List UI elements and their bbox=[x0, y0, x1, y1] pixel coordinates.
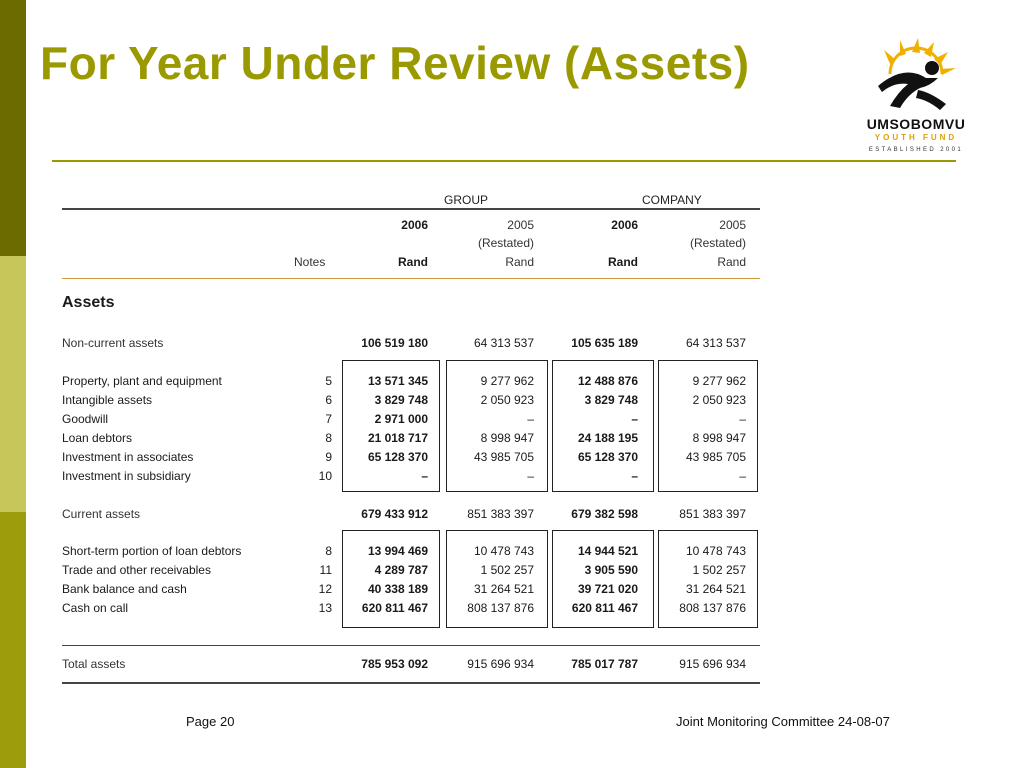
row-col4: 10 478 743 bbox=[685, 544, 746, 558]
total-col2: 915 696 934 bbox=[467, 657, 534, 671]
row-col2: 31 264 521 bbox=[473, 582, 534, 596]
title-divider bbox=[52, 160, 956, 162]
total-label: Total assets bbox=[62, 657, 126, 671]
row-label: Property, plant and equipment bbox=[62, 374, 222, 388]
row-col4: 808 137 876 bbox=[679, 601, 746, 615]
total-col3: 785 017 787 bbox=[571, 657, 638, 671]
row-col4: 43 985 705 bbox=[685, 450, 746, 464]
row-label: Investment in associates bbox=[62, 450, 194, 464]
side-bar-middle bbox=[0, 256, 26, 512]
row-col4: 2 050 923 bbox=[692, 393, 746, 407]
row-col1: 21 018 717 bbox=[367, 431, 428, 445]
non-current-label: Non-current assets bbox=[62, 336, 164, 350]
non-current-col4: 64 313 537 bbox=[685, 336, 746, 350]
slide-title: For Year Under Review (Assets) bbox=[40, 37, 750, 89]
row-col2: 2 050 923 bbox=[480, 393, 534, 407]
current-col2: 851 383 397 bbox=[467, 507, 534, 521]
row-col3: 12 488 876 bbox=[577, 374, 638, 388]
col1-year: 2006 bbox=[401, 218, 428, 232]
row-label: Loan debtors bbox=[62, 431, 133, 445]
non-current-col1: 106 519 180 bbox=[361, 336, 428, 350]
row-col2: 9 277 962 bbox=[480, 374, 534, 388]
row-col1: 13 994 469 bbox=[367, 544, 428, 558]
side-bar-top bbox=[0, 0, 26, 256]
row-col3: 24 188 195 bbox=[577, 431, 638, 445]
row-note: 11 bbox=[319, 563, 332, 577]
row-note: 8 bbox=[325, 544, 332, 558]
header-bottom-rule bbox=[62, 278, 760, 279]
total-col4: 915 696 934 bbox=[679, 657, 746, 671]
footer-meeting: Joint Monitoring Committee 24-08-07 bbox=[676, 714, 890, 729]
row-note: 6 bbox=[325, 393, 332, 407]
row-col1: 40 338 189 bbox=[367, 582, 428, 596]
group-header: GROUP bbox=[444, 193, 489, 207]
logo-subtitle: YOUTH FUND bbox=[874, 133, 958, 142]
col3-year: 2006 bbox=[611, 218, 638, 232]
current-col3: 679 382 598 bbox=[571, 507, 638, 521]
col2-unit: Rand bbox=[505, 255, 534, 269]
row-col3: 620 811 467 bbox=[571, 601, 638, 615]
row-col4: – bbox=[739, 469, 746, 483]
row-col1: 13 571 345 bbox=[367, 374, 428, 388]
row-col2: 1 502 257 bbox=[480, 563, 534, 577]
company-header: COMPANY bbox=[642, 193, 702, 207]
row-col1: 4 289 787 bbox=[374, 563, 428, 577]
row-label: Intangible assets bbox=[62, 393, 153, 407]
total-bottom-rule bbox=[62, 682, 760, 684]
row-col3: 3 829 748 bbox=[584, 393, 638, 407]
row-label: Investment in subsidiary bbox=[62, 469, 191, 483]
row-col4: 31 264 521 bbox=[685, 582, 746, 596]
row-col4: – bbox=[739, 412, 746, 426]
row-label: Bank balance and cash bbox=[62, 582, 187, 596]
row-label: Short-term portion of loan debtors bbox=[62, 544, 242, 558]
row-col2: 43 985 705 bbox=[473, 450, 534, 464]
side-bar-bottom bbox=[0, 512, 26, 768]
row-col1: 65 128 370 bbox=[367, 450, 428, 464]
col4-restated: (Restated) bbox=[689, 236, 746, 250]
row-col2: 10 478 743 bbox=[473, 544, 534, 558]
row-col3: 65 128 370 bbox=[577, 450, 638, 464]
row-col4: 8 998 947 bbox=[692, 431, 746, 445]
row-note: 13 bbox=[318, 601, 332, 615]
row-note: 12 bbox=[318, 582, 332, 596]
col4-year: 2005 bbox=[719, 218, 746, 232]
row-label: Cash on call bbox=[62, 601, 129, 615]
col2-year: 2005 bbox=[507, 218, 534, 232]
row-col3: – bbox=[631, 412, 638, 426]
row-label: Goodwill bbox=[62, 412, 109, 426]
current-label: Current assets bbox=[62, 507, 141, 521]
row-col1: 2 971 000 bbox=[374, 412, 428, 426]
row-col3: 39 721 020 bbox=[577, 582, 638, 596]
row-note: 7 bbox=[325, 412, 332, 426]
row-col4: 1 502 257 bbox=[692, 563, 746, 577]
row-col3: 14 944 521 bbox=[577, 544, 638, 558]
header-top-rule bbox=[62, 208, 760, 210]
col1-unit: Rand bbox=[398, 255, 428, 269]
row-col2: – bbox=[527, 412, 534, 426]
row-col2: – bbox=[527, 469, 534, 483]
col3-unit: Rand bbox=[608, 255, 638, 269]
row-note: 5 bbox=[325, 374, 332, 388]
row-note: 9 bbox=[325, 450, 332, 464]
row-col1: – bbox=[421, 469, 428, 483]
current-col1: 679 433 912 bbox=[361, 507, 428, 521]
section-title: Assets bbox=[62, 294, 115, 311]
footer-page-number: Page 20 bbox=[186, 714, 235, 729]
notes-header: Notes bbox=[294, 255, 326, 269]
row-col2: 808 137 876 bbox=[467, 601, 534, 615]
col4-unit: Rand bbox=[717, 255, 746, 269]
row-note: 10 bbox=[318, 469, 332, 483]
row-col4: 9 277 962 bbox=[692, 374, 746, 388]
umsobomvu-logo bbox=[860, 34, 972, 159]
logo-name: UMSOBOMVU bbox=[866, 116, 966, 132]
total-top-rule bbox=[62, 645, 760, 646]
row-col1: 620 811 467 bbox=[361, 601, 428, 615]
row-label: Trade and other receivables bbox=[62, 563, 211, 577]
row-note: 8 bbox=[325, 431, 332, 445]
col2-restated: (Restated) bbox=[477, 236, 534, 250]
total-col1: 785 953 092 bbox=[361, 657, 428, 671]
assets-statement-table bbox=[62, 190, 760, 690]
row-col2: 8 998 947 bbox=[480, 431, 534, 445]
row-col3: 3 905 590 bbox=[584, 563, 638, 577]
sun-figure-icon bbox=[860, 34, 972, 114]
current-col4: 851 383 397 bbox=[679, 507, 746, 521]
non-current-col2: 64 313 537 bbox=[473, 336, 534, 350]
non-current-col3: 105 635 189 bbox=[571, 336, 638, 350]
logo-established: ESTABLISHED 2001 bbox=[868, 147, 964, 153]
row-col3: – bbox=[631, 469, 638, 483]
row-col1: 3 829 748 bbox=[374, 393, 428, 407]
